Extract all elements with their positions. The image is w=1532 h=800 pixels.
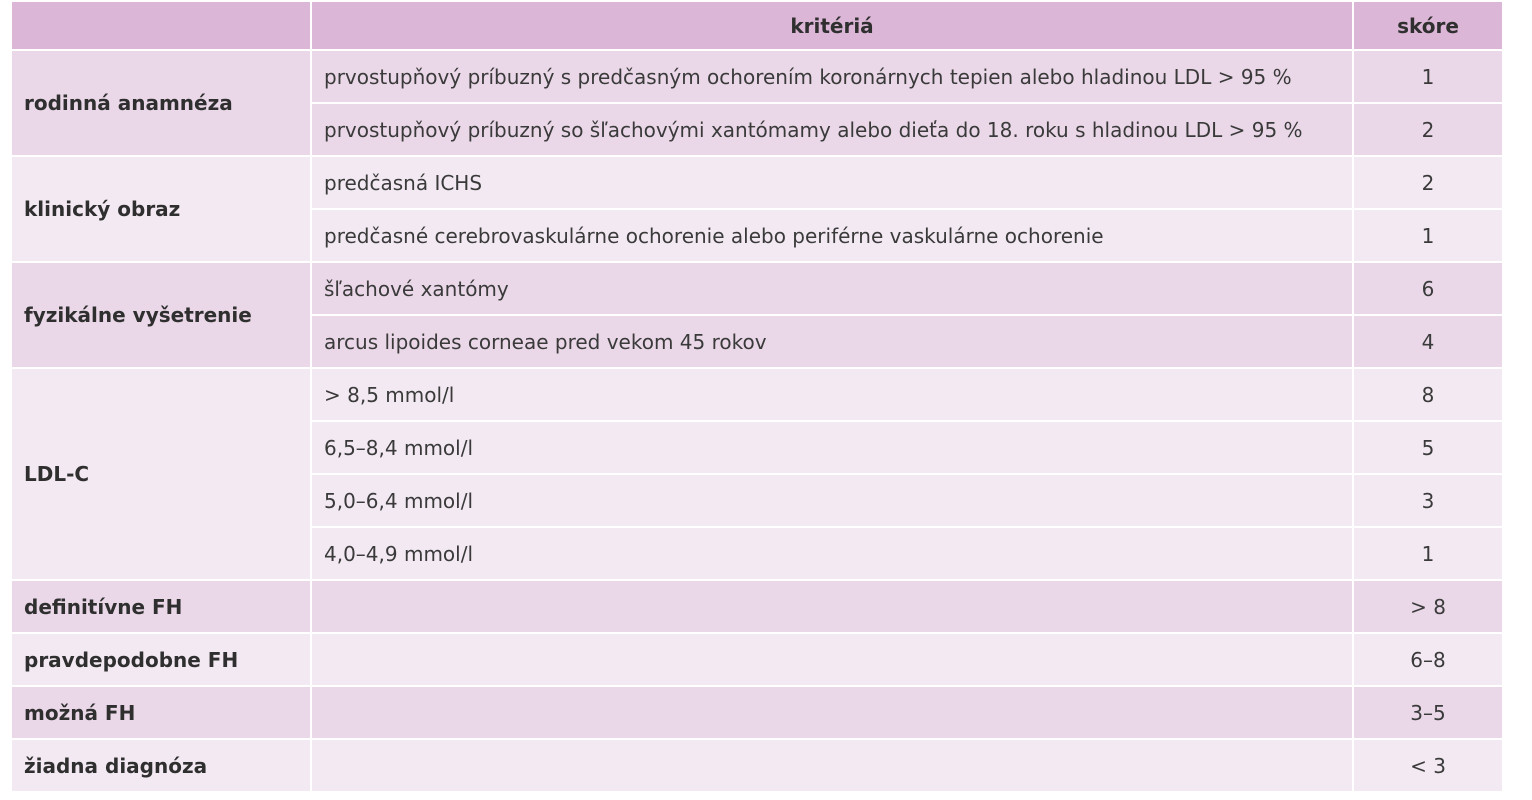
table-row — [11, 368, 1503, 421]
diagnosis-score: > 8 — [1353, 580, 1503, 633]
criterion-cell: prvostupňový príbuzný s predčasným ochorením koronárnych tepien alebo hladinou LDL > 95 % — [311, 50, 1353, 103]
table-row — [11, 50, 1503, 103]
diagnosis-row — [11, 633, 1503, 686]
table-row — [11, 156, 1503, 209]
score-cell: 1 — [1353, 50, 1503, 103]
category-cell: LDL-C — [11, 368, 311, 580]
score-cell: 4 — [1353, 315, 1503, 368]
diagnosis-label: definitívne FH — [11, 580, 311, 633]
criterion-cell: 5,0–6,4 mmol/l — [311, 474, 1353, 527]
category-cell: klinický obraz — [11, 156, 311, 262]
score-cell: 1 — [1353, 209, 1503, 262]
diagnosis-criterion — [311, 580, 1353, 633]
table-header — [11, 1, 1503, 50]
diagnosis-score: < 3 — [1353, 739, 1503, 792]
diagnosis-criterion — [311, 686, 1353, 739]
header-row — [11, 1, 1503, 50]
score-cell: 2 — [1353, 103, 1503, 156]
criterion-cell: arcus lipoides corneae pred vekom 45 rokov — [311, 315, 1353, 368]
diagnosis-label: žiadna diagnóza — [11, 739, 311, 792]
header-criteria: kritériá — [311, 1, 1353, 50]
diagnosis-label: pravdepodobne FH — [11, 633, 311, 686]
category-cell: fyzikálne vyšetrenie — [11, 262, 311, 368]
header-category — [11, 1, 311, 50]
diagnosis-row — [11, 580, 1503, 633]
criterion-cell: predčasná ICHS — [311, 156, 1353, 209]
score-cell: 5 — [1353, 421, 1503, 474]
diagnosis-score: 3–5 — [1353, 686, 1503, 739]
score-cell: 2 — [1353, 156, 1503, 209]
criterion-cell: šľachové xantómy — [311, 262, 1353, 315]
category-cell: rodinná anamnéza — [11, 50, 311, 156]
diagnosis-score: 6–8 — [1353, 633, 1503, 686]
criterion-cell: 6,5–8,4 mmol/l — [311, 421, 1353, 474]
score-cell: 6 — [1353, 262, 1503, 315]
score-cell: 1 — [1353, 527, 1503, 580]
score-cell: 8 — [1353, 368, 1503, 421]
criterion-cell: 4,0–4,9 mmol/l — [311, 527, 1353, 580]
score-cell: 3 — [1353, 474, 1503, 527]
criteria-table — [10, 0, 1504, 793]
table-body — [11, 50, 1503, 792]
diagnosis-criterion — [311, 739, 1353, 792]
criterion-cell: prvostupňový príbuzný so šľachovými xantómamy alebo dieťa do 18. roku s hladinou LDL > 95 % — [311, 103, 1353, 156]
diagnosis-criterion — [311, 633, 1353, 686]
criterion-cell: predčasné cerebrovaskulárne ochorenie alebo periférne vaskulárne ochorenie — [311, 209, 1353, 262]
criterion-cell: > 8,5 mmol/l — [311, 368, 1353, 421]
header-score: skóre — [1353, 1, 1503, 50]
diagnosis-row — [11, 739, 1503, 792]
diagnosis-label: možná FH — [11, 686, 311, 739]
diagnosis-row — [11, 686, 1503, 739]
table-row — [11, 262, 1503, 315]
